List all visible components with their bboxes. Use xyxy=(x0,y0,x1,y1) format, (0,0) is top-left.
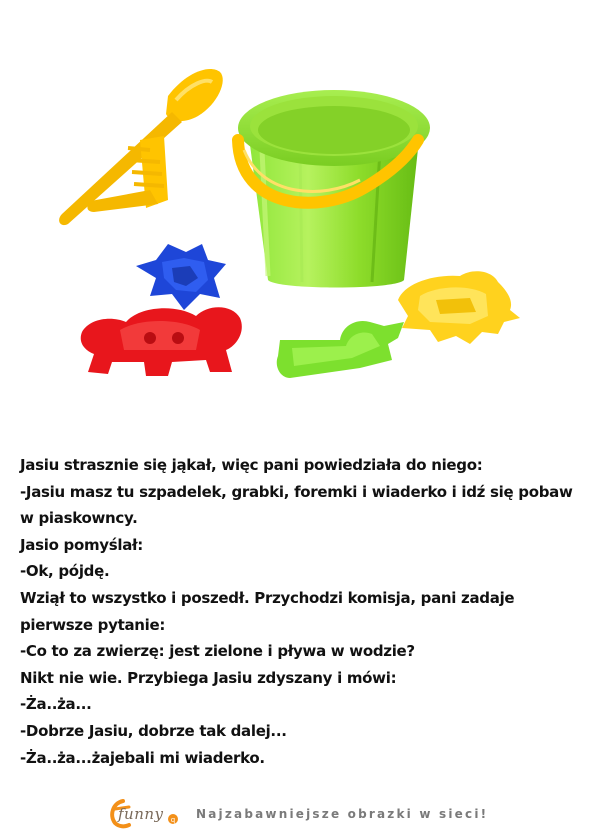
joke-line: pierwsze pytanie: xyxy=(20,615,166,634)
joke-line: -Co to za zwierzę: jest zielone i pływa w wodzie? xyxy=(20,642,415,661)
joke-line: -Ża..ża... xyxy=(20,695,92,714)
joke-line: Nikt nie wie. Przybiega Jasiu zdyszany i mówi: xyxy=(20,668,397,687)
joke-line: -Ok, pójdę. xyxy=(20,562,110,581)
crab-mold-icon xyxy=(81,307,242,376)
turtle-mold-icon xyxy=(398,271,520,344)
joke-line: -Jasiu masz tu szpadelek, grabki, foremki i wiaderko i idź się pobaw xyxy=(20,482,573,501)
logo-text: funny xyxy=(118,805,164,823)
logo-mark: q xyxy=(170,816,176,824)
joke-line: Jasio pomyślał: xyxy=(20,535,144,554)
bucket-icon xyxy=(238,90,430,288)
star-mold-icon xyxy=(136,244,226,310)
joke-line: -Dobrze Jasiu, dobrze tak dalej... xyxy=(20,721,287,740)
joke-line: w piaskowncy. xyxy=(20,509,138,528)
joke-line: Jasiu strasznie się jąkał, więc pani powiedziała do niego: xyxy=(20,456,483,474)
rake-icon xyxy=(87,136,168,212)
joke-line: Wziął to wszystko i poszedł. Przychodzi komisja, pani zadaje xyxy=(20,588,515,607)
site-slogan: Najzabawniejsze obrazki w sieci! xyxy=(196,807,489,821)
joke-text xyxy=(20,452,580,771)
joke-line: -Ża..ża...żajebali mi wiaderko. xyxy=(20,748,265,767)
site-footer xyxy=(0,795,600,835)
duck-mold-icon xyxy=(277,321,404,378)
